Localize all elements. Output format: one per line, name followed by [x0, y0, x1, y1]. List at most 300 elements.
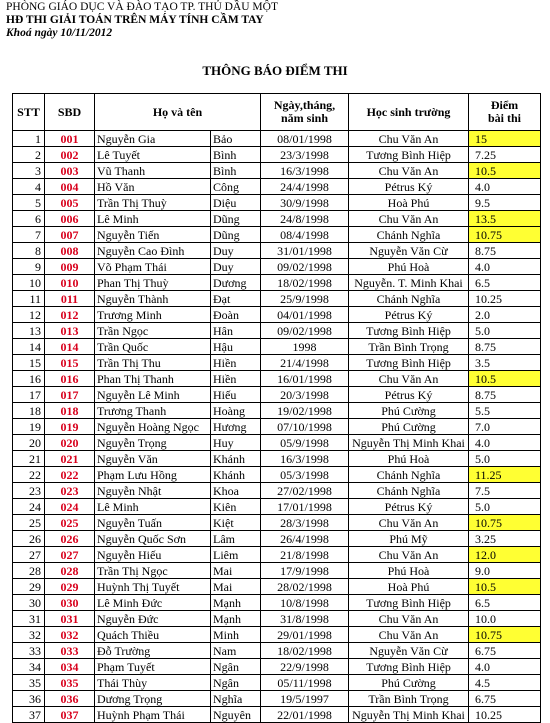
- cell-sbd: 012: [45, 307, 95, 323]
- cell-sbd: 007: [45, 227, 95, 243]
- table-row: [13, 451, 541, 467]
- cell-sbd: 025: [45, 515, 95, 531]
- cell-sbd: 020: [45, 435, 95, 451]
- cell-last-name: Trần Ngọc: [95, 323, 211, 339]
- cell-score: 8.75: [469, 339, 541, 355]
- cell-school: Chánh Nghĩa: [349, 483, 469, 499]
- cell-sbd: 008: [45, 243, 95, 259]
- cell-stt: 26: [13, 531, 45, 547]
- cell-score: 6.75: [469, 691, 541, 707]
- cell-stt: 37: [13, 707, 45, 723]
- cell-first-name: Dũng: [211, 211, 261, 227]
- cell-dob: 28/02/1998: [261, 579, 349, 595]
- cell-dob: 18/02/1998: [261, 275, 349, 291]
- cell-school: Hoà Phú: [349, 195, 469, 211]
- cell-score: 2.0: [469, 307, 541, 323]
- document-header: [6, 1, 278, 40]
- table-row: [13, 371, 541, 387]
- cell-dob: 20/3/1998: [261, 387, 349, 403]
- cell-sbd: 028: [45, 563, 95, 579]
- cell-score: 10.25: [469, 707, 541, 723]
- cell-score: 10.0: [469, 611, 541, 627]
- cell-last-name: Nguyễn Nhật: [95, 483, 211, 499]
- cell-dob: 08/4/1998: [261, 227, 349, 243]
- cell-score: 4.0: [469, 659, 541, 675]
- cell-score: 3.25: [469, 531, 541, 547]
- cell-stt: 16: [13, 371, 45, 387]
- cell-school: Nguyễn Văn Cừ: [349, 643, 469, 659]
- table-row: [13, 435, 541, 451]
- cell-school: Tương Bình Hiệp: [349, 595, 469, 611]
- cell-stt: 13: [13, 323, 45, 339]
- cell-sbd: 023: [45, 483, 95, 499]
- cell-sbd: 006: [45, 211, 95, 227]
- cell-dob: 18/02/1998: [261, 643, 349, 659]
- cell-first-name: Kiệt: [211, 515, 261, 531]
- cell-first-name: Mai: [211, 563, 261, 579]
- cell-dob: 04/01/1998: [261, 307, 349, 323]
- cell-score: 10.75: [469, 627, 541, 643]
- exam-council-name: HĐ THI GIẢI TOÁN TRÊN MÁY TÍNH CẦM TAY: [6, 14, 264, 26]
- cell-dob: 31/8/1998: [261, 611, 349, 627]
- cell-score: 10.75: [469, 515, 541, 531]
- table-row: [13, 579, 541, 595]
- cell-dob: 21/4/1998: [261, 355, 349, 371]
- cell-first-name: Khoa: [211, 483, 261, 499]
- cell-dob: 27/02/1998: [261, 483, 349, 499]
- col-header-stt: STT: [13, 94, 45, 131]
- cell-last-name: Nguyễn Văn: [95, 451, 211, 467]
- cell-sbd: 034: [45, 659, 95, 675]
- cell-stt: 36: [13, 691, 45, 707]
- table-row: [13, 355, 541, 371]
- table-row: [13, 563, 541, 579]
- cell-last-name: Trần Thị Ngọc: [95, 563, 211, 579]
- cell-sbd: 004: [45, 179, 95, 195]
- cell-sbd: 003: [45, 163, 95, 179]
- cell-dob: 19/02/1998: [261, 403, 349, 419]
- table-row: [13, 419, 541, 435]
- cell-sbd: 024: [45, 499, 95, 515]
- cell-first-name: Khánh: [211, 451, 261, 467]
- cell-school: Tương Bình Hiệp: [349, 323, 469, 339]
- cell-first-name: Diệu: [211, 195, 261, 211]
- cell-school: Nguyễn Văn Cừ: [349, 243, 469, 259]
- cell-first-name: Bình: [211, 163, 261, 179]
- cell-dob: 08/01/1998: [261, 131, 349, 147]
- table-row: [13, 147, 541, 163]
- cell-stt: 15: [13, 355, 45, 371]
- cell-stt: 10: [13, 275, 45, 291]
- cell-dob: 24/8/1998: [261, 211, 349, 227]
- cell-school: Pétrus Ký: [349, 387, 469, 403]
- cell-dob: 17/9/1998: [261, 563, 349, 579]
- cell-sbd: 021: [45, 451, 95, 467]
- cell-first-name: Hiền: [211, 355, 261, 371]
- cell-score: 5.0: [469, 323, 541, 339]
- cell-score: 3.5: [469, 355, 541, 371]
- cell-stt: 14: [13, 339, 45, 355]
- cell-first-name: Nghĩa: [211, 691, 261, 707]
- exam-date: Khoá ngày 10/11/2012: [6, 27, 113, 39]
- cell-dob: 19/5/1997: [261, 691, 349, 707]
- cell-score: 12.0: [469, 547, 541, 563]
- col-header-sbd: SBD: [45, 94, 95, 131]
- cell-school: Chánh Nghĩa: [349, 467, 469, 483]
- cell-school: Chu Văn An: [349, 163, 469, 179]
- cell-last-name: Lê Minh: [95, 211, 211, 227]
- table-row: [13, 627, 541, 643]
- cell-first-name: Hương: [211, 419, 261, 435]
- cell-score: 6.5: [469, 275, 541, 291]
- table-row: [13, 547, 541, 563]
- col-header-score-line1: Điểm: [490, 98, 519, 112]
- cell-last-name: Nguyễn Lê Minh: [95, 387, 211, 403]
- cell-sbd: 030: [45, 595, 95, 611]
- table-row: [13, 707, 541, 723]
- cell-school: Nguyễn. T. Minh Khai: [349, 275, 469, 291]
- cell-stt: 7: [13, 227, 45, 243]
- cell-sbd: 033: [45, 643, 95, 659]
- cell-score: 5.0: [469, 451, 541, 467]
- cell-dob: 16/3/1998: [261, 451, 349, 467]
- cell-stt: 1: [13, 131, 45, 147]
- cell-dob: 05/11/1998: [261, 675, 349, 691]
- cell-stt: 18: [13, 403, 45, 419]
- table-row: [13, 227, 541, 243]
- cell-dob: 16/3/1998: [261, 163, 349, 179]
- cell-stt: 32: [13, 627, 45, 643]
- cell-school: Chánh Nghĩa: [349, 291, 469, 307]
- cell-first-name: Mạnh: [211, 595, 261, 611]
- cell-stt: 3: [13, 163, 45, 179]
- cell-school: Pétrus Ký: [349, 179, 469, 195]
- cell-sbd: 011: [45, 291, 95, 307]
- cell-score: 10.75: [469, 227, 541, 243]
- cell-last-name: Nguyễn Cao Đình: [95, 243, 211, 259]
- table-row: [13, 467, 541, 483]
- cell-last-name: Nguyễn Trọng: [95, 435, 211, 451]
- cell-school: Tương Bình Hiệp: [349, 355, 469, 371]
- cell-school: Phú Mỹ: [349, 531, 469, 547]
- cell-stt: 20: [13, 435, 45, 451]
- cell-first-name: Công: [211, 179, 261, 195]
- table-row: [13, 307, 541, 323]
- cell-last-name: Nguyễn Tuấn: [95, 515, 211, 531]
- cell-last-name: Thái Thùy: [95, 675, 211, 691]
- cell-first-name: Đoàn: [211, 307, 261, 323]
- table-row: [13, 659, 541, 675]
- cell-school: Chu Văn An: [349, 611, 469, 627]
- cell-stt: 31: [13, 611, 45, 627]
- cell-dob: 09/02/1998: [261, 323, 349, 339]
- cell-stt: 2: [13, 147, 45, 163]
- cell-last-name: Đỗ Trường: [95, 643, 211, 659]
- cell-school: Phú Hoà: [349, 451, 469, 467]
- department-name: PHÒNG GIÁO DỤC VÀ ĐÀO TẠO TP. THỦ DẦU MỘT: [6, 1, 278, 13]
- cell-sbd: 027: [45, 547, 95, 563]
- cell-stt: 27: [13, 547, 45, 563]
- table-row: [13, 259, 541, 275]
- cell-sbd: 009: [45, 259, 95, 275]
- cell-stt: 8: [13, 243, 45, 259]
- cell-dob: 26/4/1998: [261, 531, 349, 547]
- table-row: [13, 131, 541, 147]
- cell-first-name: Duy: [211, 259, 261, 275]
- cell-first-name: Khánh: [211, 467, 261, 483]
- cell-school: Phú Hoà: [349, 563, 469, 579]
- cell-score: 9.0: [469, 563, 541, 579]
- cell-sbd: 035: [45, 675, 95, 691]
- cell-sbd: 026: [45, 531, 95, 547]
- cell-last-name: Lê Minh Đức: [95, 595, 211, 611]
- cell-score: 5.0: [469, 499, 541, 515]
- cell-school: Phú Hoà: [349, 259, 469, 275]
- table-row: [13, 387, 541, 403]
- cell-last-name: Trương Minh: [95, 307, 211, 323]
- cell-school: Tương Bình Hiệp: [349, 147, 469, 163]
- cell-first-name: Đạt: [211, 291, 261, 307]
- cell-first-name: Hiếu: [211, 387, 261, 403]
- cell-dob: 1998: [261, 339, 349, 355]
- cell-sbd: 015: [45, 355, 95, 371]
- cell-first-name: Ngân: [211, 659, 261, 675]
- cell-stt: 35: [13, 675, 45, 691]
- cell-dob: 28/3/1998: [261, 515, 349, 531]
- cell-school: Phú Cường: [349, 419, 469, 435]
- table-row: [13, 515, 541, 531]
- cell-school: Trần Bình Trọng: [349, 691, 469, 707]
- cell-sbd: 013: [45, 323, 95, 339]
- cell-score: 4.5: [469, 675, 541, 691]
- cell-last-name: Phạm Lưu Hồng: [95, 467, 211, 483]
- cell-stt: 19: [13, 419, 45, 435]
- cell-school: Chu Văn An: [349, 371, 469, 387]
- cell-stt: 11: [13, 291, 45, 307]
- cell-sbd: 019: [45, 419, 95, 435]
- cell-sbd: 032: [45, 627, 95, 643]
- col-header-score: [469, 94, 541, 131]
- cell-dob: 10/8/1998: [261, 595, 349, 611]
- cell-first-name: Bình: [211, 147, 261, 163]
- cell-first-name: Ngân: [211, 675, 261, 691]
- cell-last-name: Huỳnh Phạm Thái: [95, 707, 211, 723]
- cell-stt: 22: [13, 467, 45, 483]
- cell-first-name: Bảo: [211, 131, 261, 147]
- cell-dob: 22/9/1998: [261, 659, 349, 675]
- cell-score: 11.25: [469, 467, 541, 483]
- cell-first-name: Mai: [211, 579, 261, 595]
- cell-dob: 09/02/1998: [261, 259, 349, 275]
- cell-dob: 05/9/1998: [261, 435, 349, 451]
- cell-sbd: 017: [45, 387, 95, 403]
- table-row: [13, 595, 541, 611]
- cell-dob: 17/01/1998: [261, 499, 349, 515]
- table-row: [13, 691, 541, 707]
- cell-sbd: 014: [45, 339, 95, 355]
- score-table: [12, 93, 541, 723]
- cell-stt: 23: [13, 483, 45, 499]
- cell-stt: 25: [13, 515, 45, 531]
- table-row: [13, 291, 541, 307]
- table-row: [13, 675, 541, 691]
- cell-dob: 21/8/1998: [261, 547, 349, 563]
- cell-sbd: 018: [45, 403, 95, 419]
- cell-last-name: Trần Quốc: [95, 339, 211, 355]
- cell-sbd: 005: [45, 195, 95, 211]
- table-row: [13, 323, 541, 339]
- cell-last-name: Nguyễn Gia: [95, 131, 211, 147]
- cell-school: Nguyễn Thị Minh Khai: [349, 707, 469, 723]
- cell-dob: 07/10/1998: [261, 419, 349, 435]
- cell-first-name: Dương: [211, 275, 261, 291]
- cell-score: 15: [469, 131, 541, 147]
- cell-stt: 33: [13, 643, 45, 659]
- cell-last-name: Lê Minh: [95, 499, 211, 515]
- cell-stt: 5: [13, 195, 45, 211]
- table-row: [13, 275, 541, 291]
- cell-first-name: Hiền: [211, 371, 261, 387]
- cell-score: 13.5: [469, 211, 541, 227]
- cell-first-name: Hậu: [211, 339, 261, 355]
- cell-last-name: Lê Tuyết: [95, 147, 211, 163]
- table-row: [13, 163, 541, 179]
- cell-dob: 16/01/1998: [261, 371, 349, 387]
- cell-school: Trần Bình Trọng: [349, 339, 469, 355]
- table-row: [13, 179, 541, 195]
- cell-last-name: Nguyễn Thành: [95, 291, 211, 307]
- cell-first-name: Nam: [211, 643, 261, 659]
- col-header-score-line2: bài thi: [487, 111, 521, 125]
- cell-first-name: Mạnh: [211, 611, 261, 627]
- cell-score: 10.5: [469, 579, 541, 595]
- cell-last-name: Hồ Văn: [95, 179, 211, 195]
- table-row: [13, 211, 541, 227]
- cell-stt: 29: [13, 579, 45, 595]
- cell-first-name: Minh: [211, 627, 261, 643]
- cell-school: Nguyễn Thị Minh Khai: [349, 435, 469, 451]
- cell-last-name: Nguyễn Đức: [95, 611, 211, 627]
- cell-stt: 28: [13, 563, 45, 579]
- cell-score: 10.5: [469, 371, 541, 387]
- cell-school: Pétrus Ký: [349, 499, 469, 515]
- cell-school: Hoà Phú: [349, 579, 469, 595]
- cell-first-name: Hân: [211, 323, 261, 339]
- cell-school: Chu Văn An: [349, 515, 469, 531]
- cell-last-name: Nguyễn Quốc Sơn: [95, 531, 211, 547]
- table-row: [13, 339, 541, 355]
- cell-score: 7.0: [469, 419, 541, 435]
- cell-last-name: Trần Thị Thu: [95, 355, 211, 371]
- cell-last-name: Võ Phạm Thái: [95, 259, 211, 275]
- cell-last-name: Phạm Tuyết: [95, 659, 211, 675]
- cell-sbd: 029: [45, 579, 95, 595]
- cell-dob: 23/3/1998: [261, 147, 349, 163]
- cell-school: Chu Văn An: [349, 547, 469, 563]
- cell-dob: 25/9/1998: [261, 291, 349, 307]
- page-title: THÔNG BÁO ĐIỂM THI: [202, 63, 348, 78]
- col-header-dob-line2: năm sinh: [280, 111, 329, 125]
- cell-stt: 17: [13, 387, 45, 403]
- cell-dob: 22/01/1998: [261, 707, 349, 723]
- cell-last-name: Huỳnh Thị Tuyết: [95, 579, 211, 595]
- cell-score: 6.75: [469, 643, 541, 659]
- cell-stt: 34: [13, 659, 45, 675]
- cell-sbd: 010: [45, 275, 95, 291]
- cell-last-name: Phan Thị Thuỳ: [95, 275, 211, 291]
- cell-first-name: Liêm: [211, 547, 261, 563]
- table-row: [13, 195, 541, 211]
- cell-score: 10.5: [469, 163, 541, 179]
- cell-first-name: Hoàng: [211, 403, 261, 419]
- cell-dob: 30/9/1998: [261, 195, 349, 211]
- table-row: [13, 483, 541, 499]
- cell-stt: 30: [13, 595, 45, 611]
- cell-last-name: Nguyễn Hoàng Ngọc: [95, 419, 211, 435]
- table-row: [13, 611, 541, 627]
- cell-sbd: 002: [45, 147, 95, 163]
- cell-first-name: Duy: [211, 243, 261, 259]
- cell-score: 9.5: [469, 195, 541, 211]
- cell-stt: 21: [13, 451, 45, 467]
- cell-school: Chánh Nghĩa: [349, 227, 469, 243]
- cell-dob: 05/3/1998: [261, 467, 349, 483]
- cell-first-name: Lâm: [211, 531, 261, 547]
- cell-last-name: Trần Thị Thuỳ: [95, 195, 211, 211]
- cell-stt: 12: [13, 307, 45, 323]
- cell-score: 4.0: [469, 179, 541, 195]
- cell-dob: 29/01/1998: [261, 627, 349, 643]
- cell-last-name: Nguyễn Tiến: [95, 227, 211, 243]
- cell-sbd: 031: [45, 611, 95, 627]
- cell-dob: 24/4/1998: [261, 179, 349, 195]
- table-body: [13, 131, 541, 723]
- cell-sbd: 022: [45, 467, 95, 483]
- cell-first-name: Kiên: [211, 499, 261, 515]
- cell-stt: 24: [13, 499, 45, 515]
- cell-score: 4.0: [469, 435, 541, 451]
- table-row: [13, 531, 541, 547]
- cell-first-name: Huy: [211, 435, 261, 451]
- cell-score: 4.0: [469, 259, 541, 275]
- cell-last-name: Nguyễn Hiếu: [95, 547, 211, 563]
- cell-last-name: Phan Thị Thanh: [95, 371, 211, 387]
- cell-school: Chu Văn An: [349, 627, 469, 643]
- table-row: [13, 243, 541, 259]
- cell-score: 7.25: [469, 147, 541, 163]
- cell-first-name: Dũng: [211, 227, 261, 243]
- cell-stt: 6: [13, 211, 45, 227]
- cell-score: 6.5: [469, 595, 541, 611]
- table-row: [13, 643, 541, 659]
- cell-last-name: Dương Trọng: [95, 691, 211, 707]
- cell-last-name: Vũ Thanh: [95, 163, 211, 179]
- cell-first-name: Nguyên: [211, 707, 261, 723]
- cell-sbd: 036: [45, 691, 95, 707]
- col-header-school: Học sinh trường: [349, 94, 469, 131]
- cell-score: 10.25: [469, 291, 541, 307]
- col-header-dob-line1: Ngày,tháng,: [273, 98, 336, 112]
- table-row: [13, 403, 541, 419]
- cell-school: Chu Văn An: [349, 131, 469, 147]
- cell-school: Chu Văn An: [349, 211, 469, 227]
- cell-stt: 4: [13, 179, 45, 195]
- cell-last-name: Quách Thiều: [95, 627, 211, 643]
- cell-last-name: Trương Thanh: [95, 403, 211, 419]
- cell-stt: 9: [13, 259, 45, 275]
- col-header-dob: [261, 94, 349, 131]
- cell-sbd: 001: [45, 131, 95, 147]
